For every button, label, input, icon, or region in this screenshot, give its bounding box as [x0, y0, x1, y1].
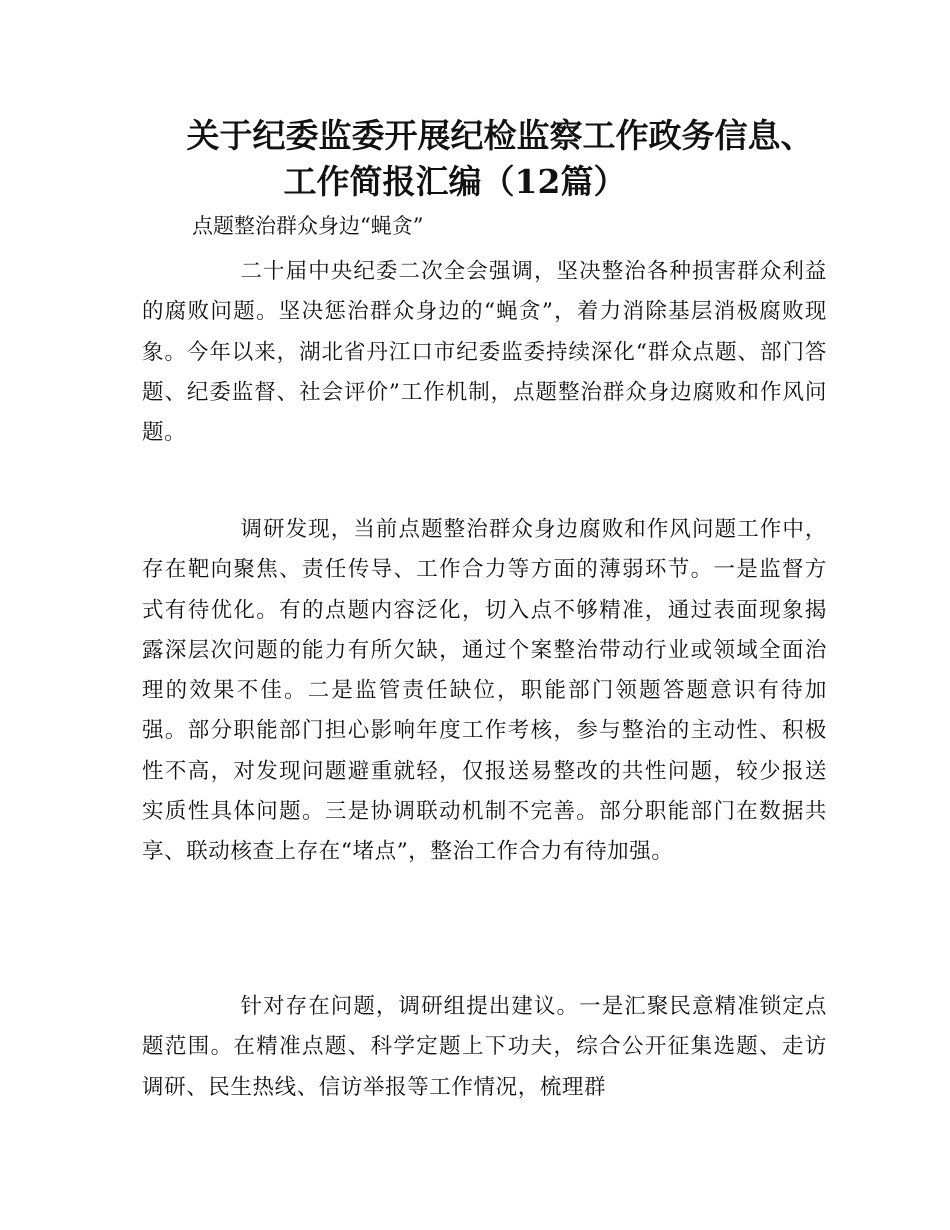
section-subtitle: 点题整治群众身边“蝇贪”: [192, 214, 424, 238]
paragraph-1: [142, 252, 827, 453]
document-title-line-1: 关于纪委监委开展纪检监察工作政务信息、: [186, 116, 814, 155]
paragraph-2: [142, 510, 827, 873]
paragraph-3: [142, 987, 827, 1108]
paragraph-2-text: 调研发现，当前点题整治群众身边腐败和作风问题工作中，存在靶向聚焦、责任传导、工作合力等方面的薄弱环节。一是监督方式有待优化。有的点题内容泛化，切入点不够精准，通过表面现象揭露深层次问题的能力有所欠缺，通过个案整治带动行业或领域全面治理的效果不佳。二是监管责任缺位，职能部门领题答题意识有待加强。部分职能部门担心影响年度工作考核，参与整治的主动性、积极性不高，对发现问题避重就轻，仅报送易整改的共性问题，较少报送实质性具体问题。三是协调联动机制不完善。部分职能部门在数据共享、联动核查上存在“堵点”，整治工作合力有待加强。: [142, 517, 827, 865]
paragraph-1-text: 二十届中央纪委二次全会强调，坚决整治各种损害群众利益的腐败问题。坚决惩治群众身边的“蝇贪”，着力消除基层消极腐败现象。今年以来，湖北省丹江口市纪委监委持续深化“群众点题、部门答题、纪委监督、社会评价”工作机制，点题整治群众身边腐败和作风问题。: [142, 259, 827, 446]
document-title-line-2: 工作简报汇编（12篇）: [283, 162, 627, 201]
paragraph-3-text: 针对存在问题，调研组提出建议。一是汇聚民意精准锁定点题范围。在精准点题、科学定题上下功夫，综合公开征集选题、走访调研、民生热线、信访举报等工作情况，梳理群: [142, 994, 827, 1100]
